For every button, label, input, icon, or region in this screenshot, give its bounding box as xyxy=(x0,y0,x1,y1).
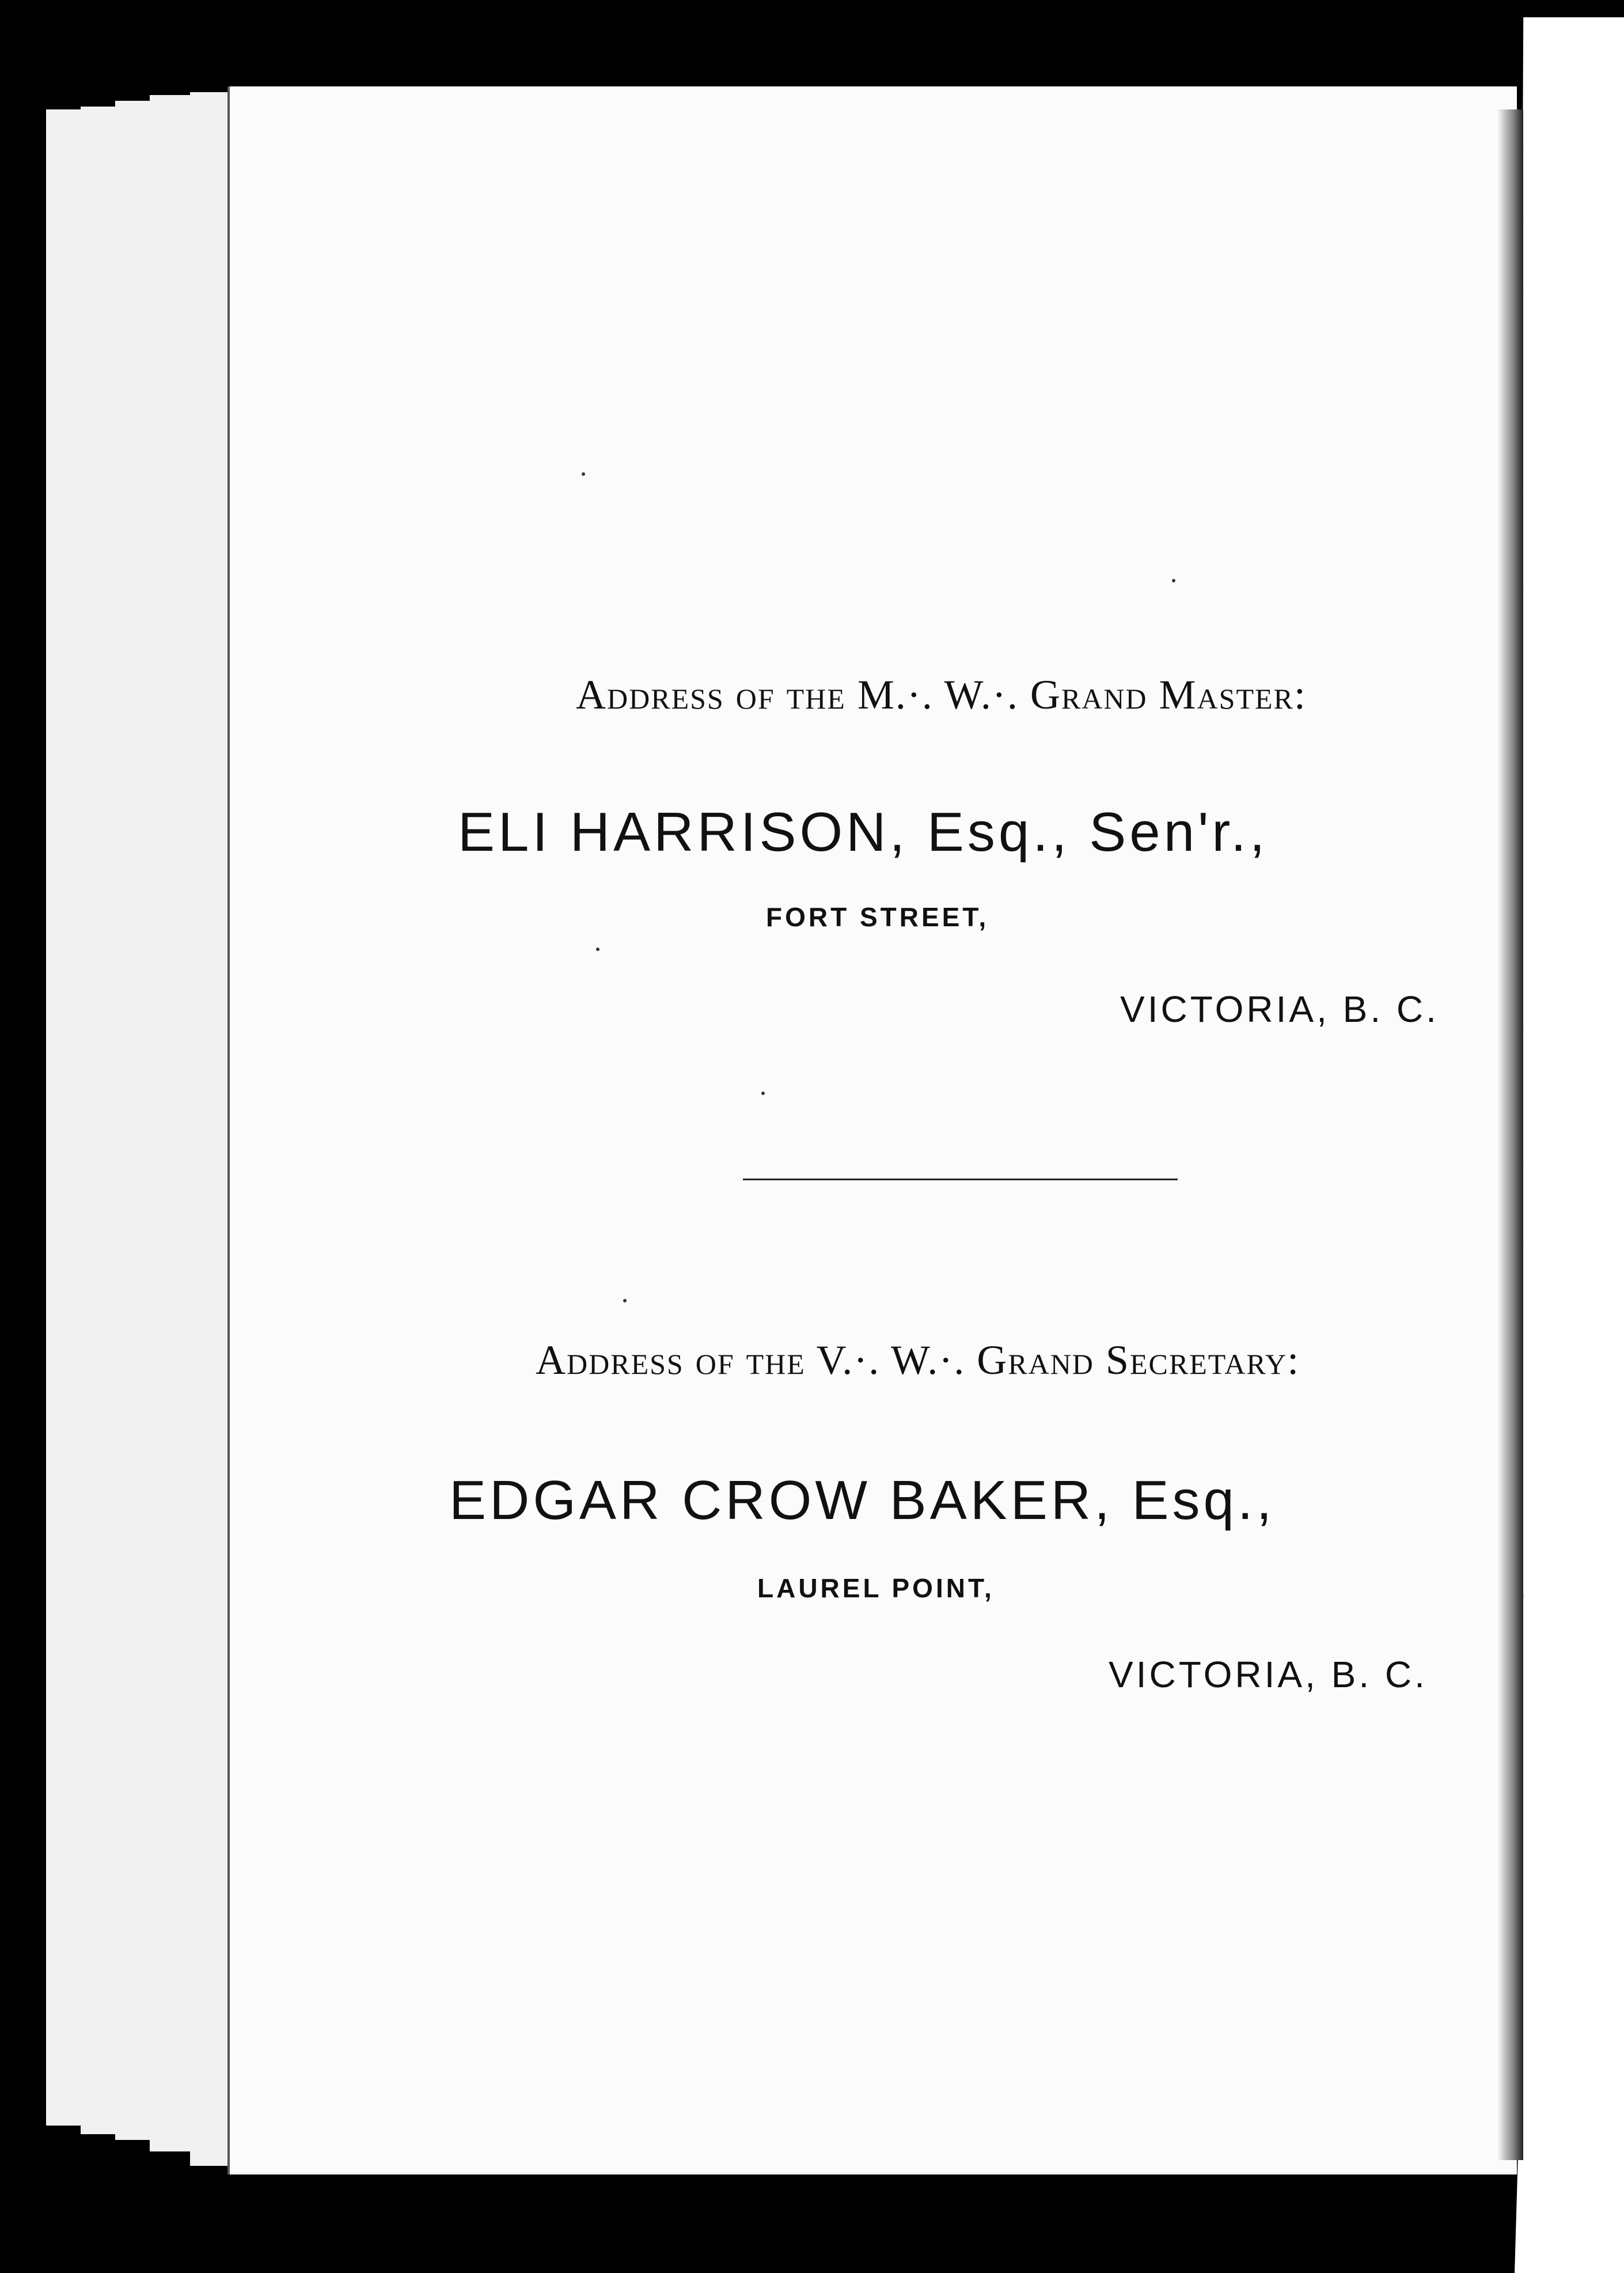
grand-secretary-street: LAUREL POINT, xyxy=(757,1573,995,1603)
page-gutter-shadow xyxy=(1497,109,1523,2160)
scan-speck xyxy=(596,948,599,951)
facing-page-edge xyxy=(1515,17,1624,2273)
grand-master-city: VICTORIA, B. C. xyxy=(1120,988,1439,1030)
grand-master-street: FORT STREET, xyxy=(766,902,989,932)
page-edge xyxy=(46,109,82,2126)
grand-secretary-heading: Address of the V.·. W.·. Grand Secretary: xyxy=(536,1337,1300,1383)
section-divider xyxy=(743,1179,1178,1180)
scan-speck xyxy=(761,1092,765,1095)
grand-master-heading: Address of the M.·. W.·. Grand Master: xyxy=(576,672,1307,718)
scan-speck xyxy=(1172,579,1175,582)
scan-speck xyxy=(623,1299,627,1302)
document-page xyxy=(227,86,1517,2174)
grand-secretary-city: VICTORIA, B. C. xyxy=(1109,1654,1428,1695)
grand-secretary-name: EDGAR CROW BAKER, Esq., xyxy=(449,1469,1276,1531)
page-edge xyxy=(81,107,117,2134)
scan-speck xyxy=(582,472,585,476)
grand-master-name: ELI HARRISON, Esq., Sen'r., xyxy=(458,801,1269,863)
page-edge xyxy=(150,95,192,2151)
page-edge xyxy=(190,92,229,2166)
page-edge xyxy=(115,101,151,2140)
